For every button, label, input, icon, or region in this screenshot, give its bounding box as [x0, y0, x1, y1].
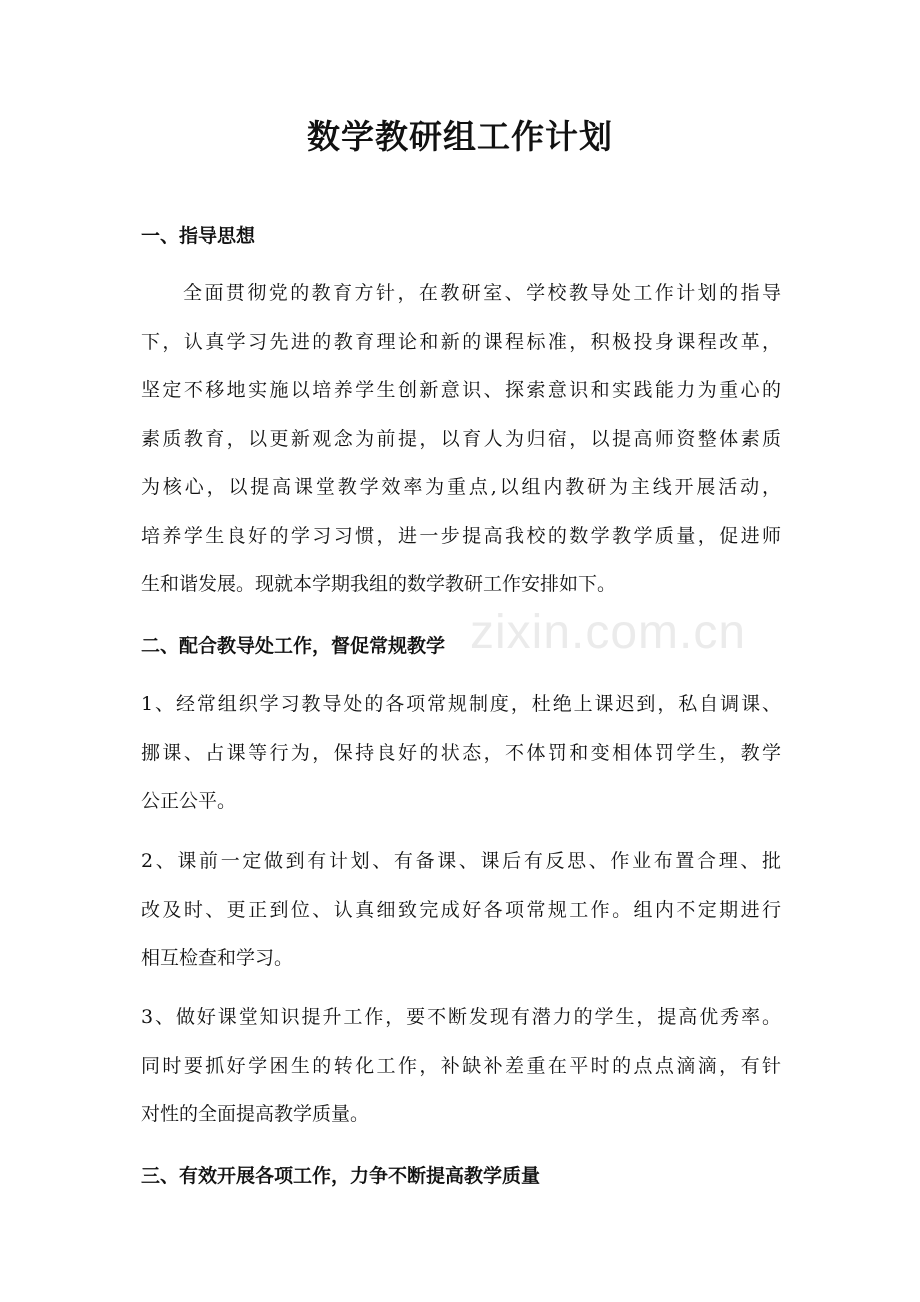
paragraph-line: 2、课前一定做到有计划、有备课、课后有反思、作业布置合理、批: [141, 850, 781, 872]
section-2-item-2: [141, 837, 781, 983]
paragraph-line: 挪课、占课等行为，保持良好的状态，不体罚和变相体罚学生，教学: [141, 741, 781, 764]
paragraph-line: 对性的全面提高教学质量。: [141, 1103, 370, 1125]
paragraph-line: 全面贯彻党的教育方针，在教研室、学校教导处工作计划的指导: [183, 282, 781, 304]
paragraph-line: 3、做好课堂知识提升工作，要不断发现有潜力的学生，提高优秀率。: [141, 1006, 781, 1028]
paragraph-line: 生和谐发展。现就本学期我组的数学教研工作安排如下。: [141, 573, 617, 595]
section-heading-2: 二、配合教导处工作，督促常规教学: [141, 635, 446, 657]
paragraph-line: 公正公平。: [141, 790, 237, 812]
paragraph-line: 培养学生良好的学习习惯，进一步提高我校的数学教学质量，促进师: [141, 524, 781, 547]
section-1-paragraph-1: [141, 269, 781, 609]
watermark: zixin.com.cn: [470, 606, 747, 659]
section-2-item-3: [141, 993, 781, 1139]
document-title: 数学教研组工作计划: [307, 117, 613, 156]
paragraph-line: 同时要抓好学困生的转化工作，补缺补差重在平时的点点滴滴，有针: [141, 1054, 781, 1077]
paragraph-line: 1、经常组织学习教导处的各项常规制度，杜绝上课迟到，私自调课、: [141, 693, 781, 715]
paragraph-line: 下，认真学习先进的教育理论和新的课程标准，积极投身课程改革，: [141, 330, 781, 353]
paragraph-line: 改及时、更正到位、认真细致完成好各项常规工作。组内不定期进行: [141, 898, 781, 921]
section-heading-3: 三、有效开展各项工作，力争不断提高教学质量: [141, 1165, 541, 1187]
paragraph-line: 素质教育，以更新观念为前提，以育人为归宿，以提高师资整体素质: [141, 427, 781, 450]
paragraph-line: 相互检查和学习。: [141, 947, 294, 969]
section-heading-1: 一、指导思想: [141, 225, 256, 247]
section-2-item-1: [141, 680, 781, 826]
paragraph-line: 为核心，以提高课堂教学效率为重点,以组内教研为主线开展活动，: [141, 476, 781, 498]
paragraph-line: 坚定不移地实施以培养学生创新意识、探索意识和实践能力为重心的: [141, 379, 781, 401]
